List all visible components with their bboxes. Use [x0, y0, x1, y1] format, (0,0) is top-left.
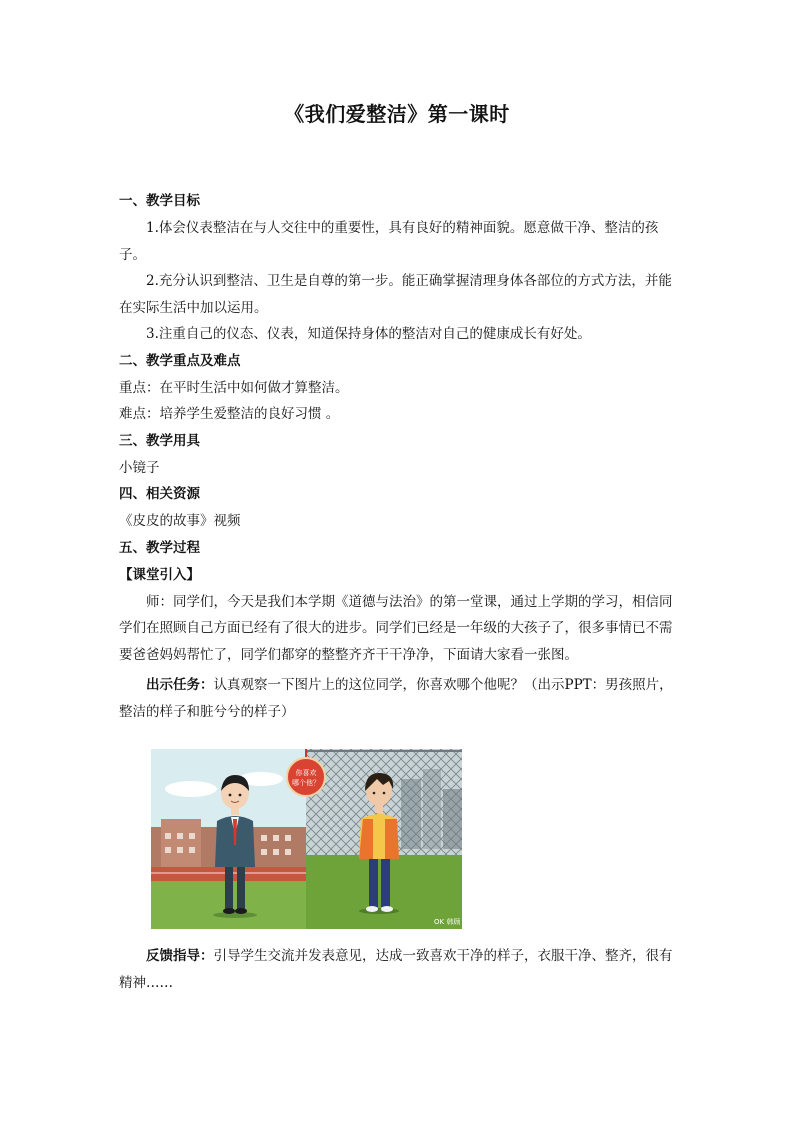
section-heading-tools: 三、教学用具 [119, 432, 200, 449]
resources-text: 《皮皮的故事》视频 [119, 513, 241, 529]
class-intro-heading: 【课堂引入】 [119, 566, 200, 583]
feedback-text: 引导学生交流并发表意见，达成一致喜欢干净的样子，衣服干净、整齐，很有精神…… [119, 948, 673, 991]
feedback-label: 反馈指导： [146, 948, 214, 964]
document-title: 《我们爱整洁》第一课时 [284, 102, 510, 126]
key-point-text: 重点：在平时生活中如何做才算整洁。 [119, 379, 349, 396]
task-label: 出示任务： [146, 677, 214, 693]
feedback-block [119, 943, 679, 996]
difficult-point-text: 难点：培养学生爱整洁的良好习惯 。 [119, 406, 340, 422]
boy-comparison-image [151, 749, 462, 929]
task-paragraph [119, 672, 679, 725]
badge-line2: 哪个他？ [292, 779, 320, 787]
image-watermark: OK 韩顾 [434, 918, 461, 926]
feedback-paragraph [119, 943, 679, 996]
section-heading-resources: 四、相关资源 [119, 486, 200, 502]
objective-item: 3.注重自己的仪态、仪表，知道保持身体的整洁对自己的健康成长有好处。 [146, 326, 591, 342]
section-heading-key-points: 二、教学重点及难点 [119, 352, 241, 369]
task-text: 认真观察一下图片上的这位同学，你喜欢哪个他呢？（出示PPT：男孩照片，整洁的样子和脏兮兮的样子） [119, 677, 673, 720]
section-heading-objectives: 一、教学目标 [119, 193, 200, 209]
section-heading-process: 五、教学过程 [119, 539, 200, 556]
teacher-paragraph: 师：同学们，今天是我们本学期《道德与法治》的第一堂课，通过上学期的学习，相信同学们在照顾自己方面已经有了很大的进步。同学们已经是一年级的大孩子了，很多事情已不需要爸爸妈妈帮忙了，同学们都穿的整整齐齐干干净净，下面请大家看一张图。 [119, 593, 673, 663]
badge-line1: 你喜欢 [295, 769, 317, 777]
objective-item: 1.体会仪表整洁在与人交往中的重要性，具有良好的精神面貌。愿意做干净、整洁的孩子。 [119, 220, 659, 263]
document-body [119, 188, 679, 725]
objective-item: 2.充分认识到整洁、卫生是自尊的第一步。能正确掌握清理身体各部位的方式方法，并能在实际生活中加以运用。 [119, 273, 672, 316]
tools-text: 小镜子 [119, 459, 160, 476]
